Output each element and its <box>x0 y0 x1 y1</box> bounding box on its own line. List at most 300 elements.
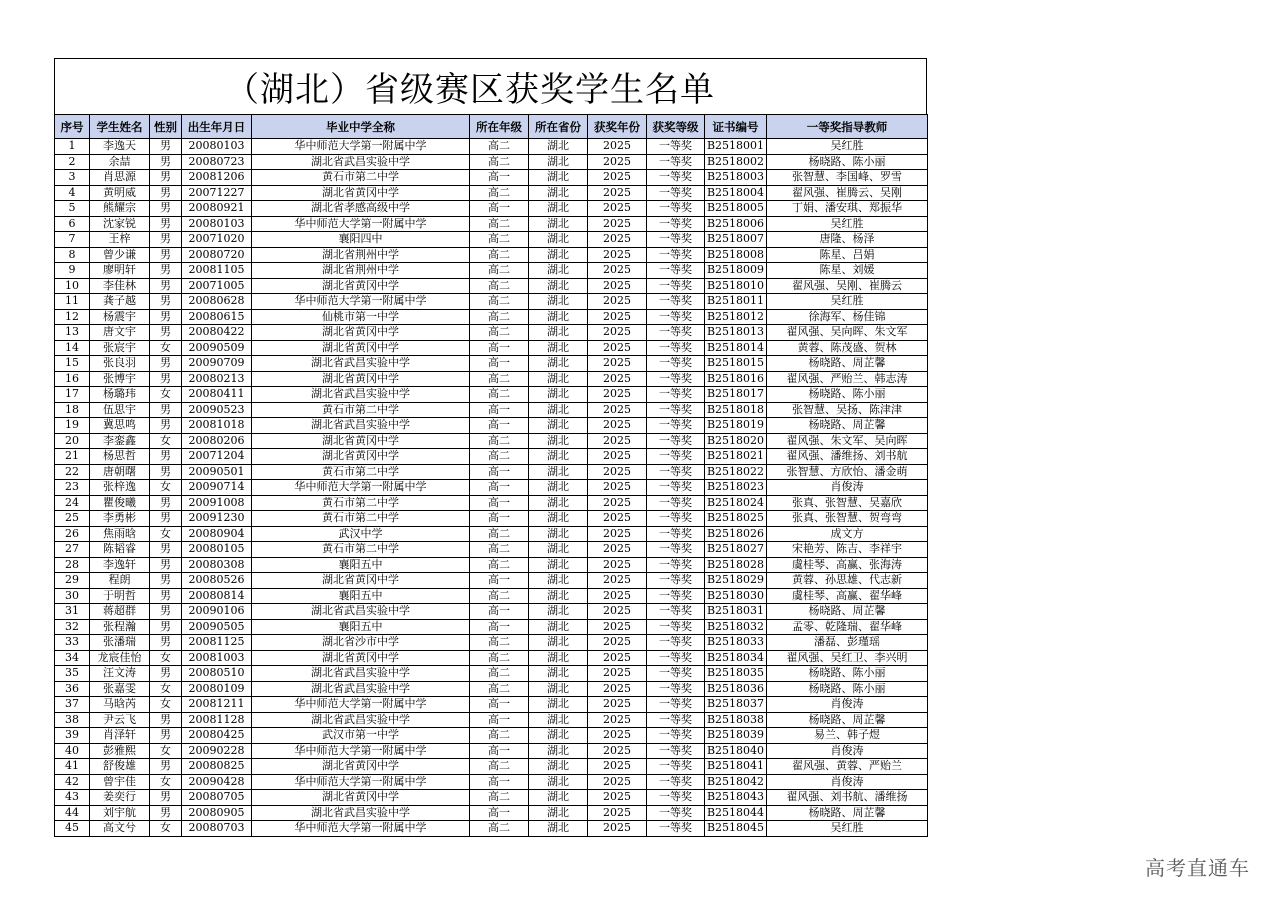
cell-index: 30 <box>55 588 90 604</box>
cell-gender: 女 <box>150 340 182 356</box>
col-header-certificate: 证书编号 <box>705 115 767 139</box>
table-row <box>55 821 928 837</box>
cell-school: 湖北省黄冈中学 <box>252 759 470 775</box>
cell-teacher: 唐隆、杨泽 <box>767 232 928 248</box>
table-row <box>55 712 928 728</box>
table-row <box>55 309 928 325</box>
cell-teacher: 杨晓路、陈小丽 <box>767 387 928 403</box>
cell-province: 湖北 <box>529 712 588 728</box>
table-row <box>55 557 928 573</box>
cell-award-level: 一等奖 <box>647 247 705 263</box>
cell-birthdate: 20080213 <box>182 371 252 387</box>
cell-teacher: 杨晓路、周芷馨 <box>767 604 928 620</box>
cell-award-year: 2025 <box>588 387 647 403</box>
cell-school: 华中师范大学第一附属中学 <box>252 216 470 232</box>
cell-name: 李逸轩 <box>90 557 150 573</box>
cell-grade: 高二 <box>470 759 529 775</box>
cell-award-year: 2025 <box>588 139 647 155</box>
cell-gender: 男 <box>150 154 182 170</box>
cell-index: 9 <box>55 263 90 279</box>
cell-grade: 高一 <box>470 170 529 186</box>
cell-teacher: 吴红胜 <box>767 294 928 310</box>
cell-grade: 高一 <box>470 604 529 620</box>
col-header-index: 序号 <box>55 115 90 139</box>
table-row <box>55 402 928 418</box>
cell-certificate: B2518027 <box>705 542 767 558</box>
table-row <box>55 418 928 434</box>
cell-teacher: 陈星、吕娟 <box>767 247 928 263</box>
cell-gender: 男 <box>150 495 182 511</box>
cell-grade: 高二 <box>470 309 529 325</box>
cell-award-year: 2025 <box>588 309 647 325</box>
table-row <box>55 232 928 248</box>
cell-award-year: 2025 <box>588 371 647 387</box>
cell-grade: 高二 <box>470 449 529 465</box>
cell-teacher: 肖俊涛 <box>767 743 928 759</box>
cell-teacher: 翟风强、吴向晖、朱文军 <box>767 325 928 341</box>
table-row <box>55 728 928 744</box>
cell-birthdate: 20080425 <box>182 728 252 744</box>
cell-award-level: 一等奖 <box>647 170 705 186</box>
cell-certificate: B2518012 <box>705 309 767 325</box>
col-header-award-level: 获奖等级 <box>647 115 705 139</box>
cell-name: 杨璐玮 <box>90 387 150 403</box>
cell-award-level: 一等奖 <box>647 821 705 837</box>
cell-province: 湖北 <box>529 650 588 666</box>
table-row <box>55 650 928 666</box>
cell-award-level: 一等奖 <box>647 619 705 635</box>
cell-index: 8 <box>55 247 90 263</box>
cell-gender: 女 <box>150 387 182 403</box>
cell-index: 18 <box>55 402 90 418</box>
cell-province: 湖北 <box>529 433 588 449</box>
cell-award-year: 2025 <box>588 573 647 589</box>
cell-award-year: 2025 <box>588 418 647 434</box>
cell-name: 李逸天 <box>90 139 150 155</box>
cell-school: 襄阳五中 <box>252 588 470 604</box>
cell-province: 湖北 <box>529 526 588 542</box>
cell-name: 张程瀚 <box>90 619 150 635</box>
cell-index: 38 <box>55 712 90 728</box>
cell-name: 杨震宇 <box>90 309 150 325</box>
cell-grade: 高二 <box>470 666 529 682</box>
cell-award-level: 一等奖 <box>647 604 705 620</box>
cell-certificate: B2518044 <box>705 805 767 821</box>
cell-name: 张博宇 <box>90 371 150 387</box>
cell-gender: 男 <box>150 449 182 465</box>
cell-index: 1 <box>55 139 90 155</box>
cell-certificate: B2518001 <box>705 139 767 155</box>
cell-index: 20 <box>55 433 90 449</box>
cell-province: 湖北 <box>529 604 588 620</box>
cell-award-level: 一等奖 <box>647 294 705 310</box>
cell-school: 湖北省武昌实验中学 <box>252 418 470 434</box>
cell-birthdate: 20080109 <box>182 681 252 697</box>
cell-gender: 男 <box>150 712 182 728</box>
cell-teacher: 杨晓路、陈小丽 <box>767 681 928 697</box>
table-row <box>55 387 928 403</box>
cell-birthdate: 20080103 <box>182 139 252 155</box>
cell-teacher: 成文方 <box>767 526 928 542</box>
cell-gender: 男 <box>150 309 182 325</box>
cell-award-level: 一等奖 <box>647 728 705 744</box>
col-header-school: 毕业中学全称 <box>252 115 470 139</box>
cell-teacher: 吴红胜 <box>767 216 928 232</box>
cell-grade: 高一 <box>470 402 529 418</box>
cell-grade: 高一 <box>470 464 529 480</box>
cell-gender: 女 <box>150 650 182 666</box>
cell-award-year: 2025 <box>588 449 647 465</box>
cell-grade: 高二 <box>470 635 529 651</box>
table-row <box>55 774 928 790</box>
cell-birthdate: 20090523 <box>182 402 252 418</box>
cell-name: 李佳林 <box>90 278 150 294</box>
cell-teacher: 翟风强、崔腾云、吴刚 <box>767 185 928 201</box>
cell-school: 黄石市第二中学 <box>252 170 470 186</box>
cell-name: 高文兮 <box>90 821 150 837</box>
cell-province: 湖北 <box>529 232 588 248</box>
table-row <box>55 604 928 620</box>
cell-gender: 男 <box>150 247 182 263</box>
table-row <box>55 681 928 697</box>
cell-gender: 男 <box>150 170 182 186</box>
cell-award-level: 一等奖 <box>647 743 705 759</box>
cell-grade: 高二 <box>470 278 529 294</box>
cell-teacher: 翟风强、潘维扬、刘书航 <box>767 449 928 465</box>
cell-province: 湖北 <box>529 201 588 217</box>
cell-name: 王梓 <box>90 232 150 248</box>
cell-grade: 高二 <box>470 387 529 403</box>
cell-grade: 高二 <box>470 557 529 573</box>
cell-province: 湖北 <box>529 619 588 635</box>
table-row <box>55 666 928 682</box>
cell-teacher: 丁娟、潘安琪、郑振华 <box>767 201 928 217</box>
cell-award-year: 2025 <box>588 356 647 372</box>
cell-teacher: 黄蓉、陈茂盛、贺林 <box>767 340 928 356</box>
cell-school: 黄石市第二中学 <box>252 464 470 480</box>
cell-gender: 男 <box>150 371 182 387</box>
cell-province: 湖北 <box>529 774 588 790</box>
cell-teacher: 肖俊涛 <box>767 774 928 790</box>
cell-award-year: 2025 <box>588 278 647 294</box>
cell-birthdate: 20091008 <box>182 495 252 511</box>
table-row <box>55 170 928 186</box>
cell-teacher: 翟风强、朱文军、吴向晖 <box>767 433 928 449</box>
cell-name: 余喆 <box>90 154 150 170</box>
cell-certificate: B2518002 <box>705 154 767 170</box>
cell-teacher: 张智慧、吴扬、陈津津 <box>767 402 928 418</box>
cell-award-year: 2025 <box>588 774 647 790</box>
cell-certificate: B2518025 <box>705 511 767 527</box>
cell-teacher: 杨晓路、周芷馨 <box>767 418 928 434</box>
cell-index: 28 <box>55 557 90 573</box>
cell-index: 13 <box>55 325 90 341</box>
col-header-gender: 性别 <box>150 115 182 139</box>
cell-school: 黄石市第二中学 <box>252 511 470 527</box>
header-row <box>55 115 928 139</box>
cell-school: 湖北省武昌实验中学 <box>252 712 470 728</box>
cell-gender: 男 <box>150 666 182 682</box>
table-row <box>55 759 928 775</box>
cell-grade: 高二 <box>470 325 529 341</box>
cell-grade: 高二 <box>470 433 529 449</box>
cell-birthdate: 20090501 <box>182 464 252 480</box>
cell-certificate: B2518022 <box>705 464 767 480</box>
cell-gender: 女 <box>150 526 182 542</box>
cell-award-year: 2025 <box>588 495 647 511</box>
cell-teacher: 肖俊涛 <box>767 697 928 713</box>
cell-name: 曾少谦 <box>90 247 150 263</box>
cell-province: 湖北 <box>529 371 588 387</box>
cell-gender: 男 <box>150 790 182 806</box>
cell-name: 蒋超群 <box>90 604 150 620</box>
cell-province: 湖北 <box>529 635 588 651</box>
cell-birthdate: 20080206 <box>182 433 252 449</box>
cell-award-year: 2025 <box>588 263 647 279</box>
cell-award-year: 2025 <box>588 154 647 170</box>
cell-award-year: 2025 <box>588 681 647 697</box>
cell-name: 张宸宇 <box>90 340 150 356</box>
cell-index: 42 <box>55 774 90 790</box>
cell-teacher: 潘磊、彭瑾瑶 <box>767 635 928 651</box>
cell-teacher: 孟零、乾隆瑞、翟华峰 <box>767 619 928 635</box>
cell-name: 马晗芮 <box>90 697 150 713</box>
cell-grade: 高二 <box>470 650 529 666</box>
cell-province: 湖北 <box>529 805 588 821</box>
cell-teacher: 张真、张智慧、贺弯弯 <box>767 511 928 527</box>
cell-award-level: 一等奖 <box>647 790 705 806</box>
cell-school: 湖北省武昌实验中学 <box>252 666 470 682</box>
table-row <box>55 573 928 589</box>
cell-name: 沈家锐 <box>90 216 150 232</box>
cell-birthdate: 20090106 <box>182 604 252 620</box>
cell-gender: 男 <box>150 573 182 589</box>
cell-gender: 女 <box>150 743 182 759</box>
cell-certificate: B2518020 <box>705 433 767 449</box>
cell-grade: 高一 <box>470 495 529 511</box>
cell-grade: 高二 <box>470 216 529 232</box>
cell-name: 彭雅熙 <box>90 743 150 759</box>
cell-birthdate: 20080705 <box>182 790 252 806</box>
cell-gender: 男 <box>150 557 182 573</box>
cell-award-level: 一等奖 <box>647 340 705 356</box>
cell-teacher: 虞桂琴、高赢、张海涛 <box>767 557 928 573</box>
cell-school: 湖北省黄冈中学 <box>252 790 470 806</box>
col-header-teacher: 一等奖指导教师 <box>767 115 928 139</box>
cell-award-level: 一等奖 <box>647 495 705 511</box>
cell-certificate: B2518024 <box>705 495 767 511</box>
cell-index: 44 <box>55 805 90 821</box>
cell-certificate: B2518011 <box>705 294 767 310</box>
cell-certificate: B2518035 <box>705 666 767 682</box>
cell-certificate: B2518008 <box>705 247 767 263</box>
cell-birthdate: 20080510 <box>182 666 252 682</box>
cell-certificate: B2518010 <box>705 278 767 294</box>
cell-birthdate: 20080905 <box>182 805 252 821</box>
cell-certificate: B2518015 <box>705 356 767 372</box>
cell-name: 尹云飞 <box>90 712 150 728</box>
table-row <box>55 588 928 604</box>
cell-school: 黄石市第二中学 <box>252 495 470 511</box>
cell-teacher: 杨晓路、周芷馨 <box>767 712 928 728</box>
cell-award-level: 一等奖 <box>647 511 705 527</box>
cell-gender: 女 <box>150 480 182 496</box>
cell-index: 45 <box>55 821 90 837</box>
cell-gender: 男 <box>150 216 182 232</box>
cell-school: 湖北省黄冈中学 <box>252 573 470 589</box>
cell-teacher: 杨晓路、陈小丽 <box>767 154 928 170</box>
cell-award-year: 2025 <box>588 340 647 356</box>
cell-name: 曾宇佳 <box>90 774 150 790</box>
cell-birthdate: 20080105 <box>182 542 252 558</box>
cell-school: 湖北省武昌实验中学 <box>252 356 470 372</box>
cell-award-level: 一等奖 <box>647 588 705 604</box>
cell-province: 湖北 <box>529 325 588 341</box>
award-list-sheet <box>54 58 927 837</box>
cell-birthdate: 20090714 <box>182 480 252 496</box>
cell-birthdate: 20081018 <box>182 418 252 434</box>
cell-award-year: 2025 <box>588 433 647 449</box>
cell-certificate: B2518039 <box>705 728 767 744</box>
cell-award-year: 2025 <box>588 635 647 651</box>
cell-school: 华中师范大学第一附属中学 <box>252 480 470 496</box>
cell-name: 冀思鸣 <box>90 418 150 434</box>
cell-province: 湖北 <box>529 340 588 356</box>
table-row <box>55 325 928 341</box>
cell-certificate: B2518006 <box>705 216 767 232</box>
cell-province: 湖北 <box>529 418 588 434</box>
cell-award-year: 2025 <box>588 619 647 635</box>
cell-certificate: B2518028 <box>705 557 767 573</box>
cell-school: 武汉市第一中学 <box>252 728 470 744</box>
cell-name: 焦雨晗 <box>90 526 150 542</box>
cell-award-level: 一等奖 <box>647 433 705 449</box>
cell-gender: 男 <box>150 294 182 310</box>
table-row <box>55 278 928 294</box>
cell-gender: 女 <box>150 697 182 713</box>
cell-name: 于明哲 <box>90 588 150 604</box>
cell-grade: 高一 <box>470 774 529 790</box>
cell-province: 湖北 <box>529 573 588 589</box>
table-row <box>55 511 928 527</box>
cell-name: 瞿俊曦 <box>90 495 150 511</box>
table-row <box>55 805 928 821</box>
cell-name: 李勇彬 <box>90 511 150 527</box>
cell-award-year: 2025 <box>588 542 647 558</box>
cell-province: 湖北 <box>529 247 588 263</box>
cell-teacher: 杨晓路、陈小丽 <box>767 666 928 682</box>
cell-grade: 高一 <box>470 480 529 496</box>
cell-award-year: 2025 <box>588 511 647 527</box>
col-header-birthdate: 出生年月日 <box>182 115 252 139</box>
cell-award-level: 一等奖 <box>647 526 705 542</box>
cell-award-level: 一等奖 <box>647 185 705 201</box>
cell-award-level: 一等奖 <box>647 325 705 341</box>
cell-school: 湖北省武昌实验中学 <box>252 805 470 821</box>
cell-index: 19 <box>55 418 90 434</box>
cell-certificate: B2518004 <box>705 185 767 201</box>
cell-name: 黄明威 <box>90 185 150 201</box>
cell-teacher: 翟风强、刘书航、潘维扬 <box>767 790 928 806</box>
cell-index: 7 <box>55 232 90 248</box>
cell-certificate: B2518034 <box>705 650 767 666</box>
cell-award-year: 2025 <box>588 294 647 310</box>
cell-gender: 男 <box>150 201 182 217</box>
cell-award-year: 2025 <box>588 790 647 806</box>
cell-school: 黄石市第二中学 <box>252 402 470 418</box>
cell-index: 10 <box>55 278 90 294</box>
cell-school: 襄阳五中 <box>252 557 470 573</box>
cell-certificate: B2518016 <box>705 371 767 387</box>
cell-certificate: B2518038 <box>705 712 767 728</box>
cell-province: 湖北 <box>529 511 588 527</box>
cell-birthdate: 20080422 <box>182 325 252 341</box>
cell-school: 湖北省黄冈中学 <box>252 371 470 387</box>
cell-grade: 高二 <box>470 294 529 310</box>
cell-award-level: 一等奖 <box>647 557 705 573</box>
cell-index: 32 <box>55 619 90 635</box>
cell-award-level: 一等奖 <box>647 805 705 821</box>
cell-birthdate: 20090228 <box>182 743 252 759</box>
cell-certificate: B2518013 <box>705 325 767 341</box>
cell-birthdate: 20080703 <box>182 821 252 837</box>
cell-gender: 男 <box>150 464 182 480</box>
cell-school: 襄阳五中 <box>252 619 470 635</box>
cell-school: 湖北省黄冈中学 <box>252 278 470 294</box>
cell-grade: 高二 <box>470 542 529 558</box>
cell-name: 龚子越 <box>90 294 150 310</box>
col-header-province: 所在省份 <box>529 115 588 139</box>
cell-award-level: 一等奖 <box>647 573 705 589</box>
cell-birthdate: 20081128 <box>182 712 252 728</box>
cell-certificate: B2518014 <box>705 340 767 356</box>
cell-birthdate: 20080825 <box>182 759 252 775</box>
cell-province: 湖北 <box>529 697 588 713</box>
cell-name: 张嘉雯 <box>90 681 150 697</box>
cell-certificate: B2518017 <box>705 387 767 403</box>
cell-index: 37 <box>55 697 90 713</box>
cell-gender: 女 <box>150 774 182 790</box>
cell-province: 湖北 <box>529 728 588 744</box>
cell-certificate: B2518009 <box>705 263 767 279</box>
cell-teacher: 杨晓路、周芷馨 <box>767 356 928 372</box>
cell-birthdate: 20080308 <box>182 557 252 573</box>
cell-province: 湖北 <box>529 309 588 325</box>
table-row <box>55 480 928 496</box>
cell-award-level: 一等奖 <box>647 712 705 728</box>
cell-province: 湖北 <box>529 449 588 465</box>
cell-birthdate: 20090709 <box>182 356 252 372</box>
table-row <box>55 542 928 558</box>
cell-award-level: 一等奖 <box>647 774 705 790</box>
table-row <box>55 526 928 542</box>
cell-school: 华中师范大学第一附属中学 <box>252 774 470 790</box>
cell-index: 43 <box>55 790 90 806</box>
cell-birthdate: 20091230 <box>182 511 252 527</box>
cell-birthdate: 20080921 <box>182 201 252 217</box>
cell-gender: 女 <box>150 681 182 697</box>
cell-birthdate: 20071204 <box>182 449 252 465</box>
cell-province: 湖北 <box>529 139 588 155</box>
cell-grade: 高二 <box>470 232 529 248</box>
cell-grade: 高二 <box>470 681 529 697</box>
table-row <box>55 697 928 713</box>
cell-award-level: 一等奖 <box>647 464 705 480</box>
cell-certificate: B2518021 <box>705 449 767 465</box>
cell-award-year: 2025 <box>588 697 647 713</box>
cell-grade: 高二 <box>470 263 529 279</box>
cell-birthdate: 20071020 <box>182 232 252 248</box>
